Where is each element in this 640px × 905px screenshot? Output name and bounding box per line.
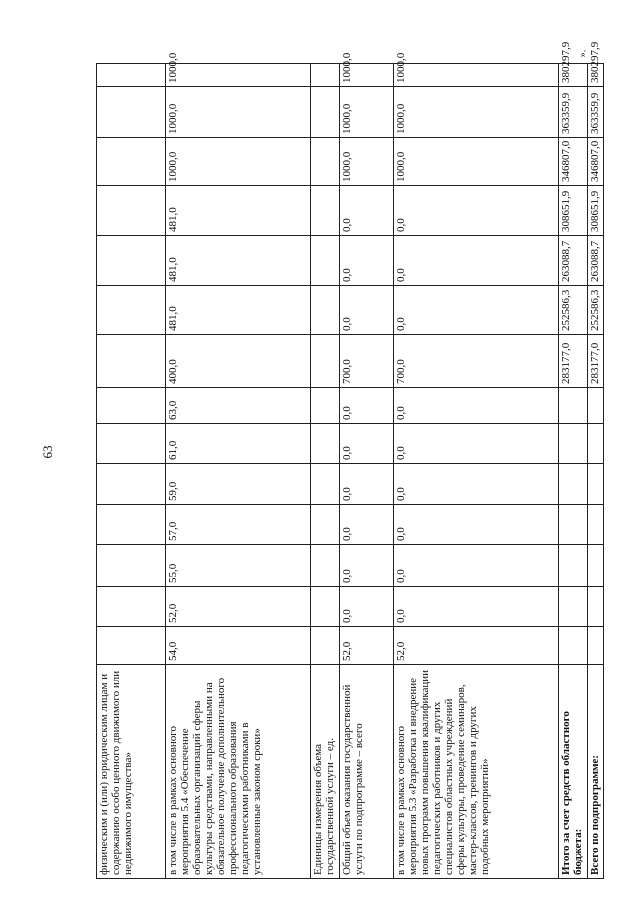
cell-value: 1000,0 xyxy=(340,87,394,138)
cell-value xyxy=(588,627,604,665)
cell-value xyxy=(311,464,340,505)
cell-value xyxy=(311,138,340,186)
cell-value: 0,0 xyxy=(340,545,394,587)
cell-value: 0,0 xyxy=(394,545,559,587)
cell-value: 0,0 xyxy=(394,464,559,505)
cell-value xyxy=(311,87,340,138)
cell-value: 55,0 xyxy=(166,545,311,587)
continuation-mark: ». xyxy=(577,49,589,58)
cell-value: 700,0 xyxy=(340,335,394,388)
table-row xyxy=(311,64,340,879)
cell-value: 52,0 xyxy=(340,627,394,665)
cell-value: 700,0 xyxy=(394,335,559,388)
cell-value: 380297,9 xyxy=(559,64,588,87)
page-number: 63 xyxy=(40,445,55,459)
cell-value xyxy=(559,388,588,424)
cell-value xyxy=(97,587,166,627)
cell-value: 363359,9 xyxy=(559,87,588,138)
cell-value xyxy=(559,424,588,464)
cell-value: 0,0 xyxy=(394,587,559,627)
table-row xyxy=(97,64,166,879)
cell-value xyxy=(311,545,340,587)
cell-value: 57,0 xyxy=(166,505,311,545)
cell-value xyxy=(588,587,604,627)
cell-value: 0,0 xyxy=(394,505,559,545)
cell-value xyxy=(97,505,166,545)
cell-value: 380297,9 xyxy=(588,64,604,87)
cell-value: 1000,0 xyxy=(166,87,311,138)
cell-value: 1000,0 xyxy=(394,87,559,138)
cell-value xyxy=(311,424,340,464)
rotated-table-region xyxy=(96,41,601,879)
row-label: в том числе в рамках основного мероприятия 5.4 «Обеспечение образовательных организаций сферы культуры средствами, направленными на обязательное получение дополнительного профессионального образования педагогическими работниками в установленные законом сроки» xyxy=(166,665,311,879)
cell-value xyxy=(588,464,604,505)
cell-value: 283177,0 xyxy=(559,335,588,388)
cell-value xyxy=(559,587,588,627)
cell-value: 363359,9 xyxy=(588,87,604,138)
cell-value xyxy=(559,545,588,587)
cell-value: 283177,0 xyxy=(588,335,604,388)
cell-value xyxy=(311,587,340,627)
cell-value xyxy=(559,627,588,665)
cell-value: 263088,7 xyxy=(588,236,604,286)
row-label: в том числе в рамках основного мероприятия 5.3 «Разработка и внедрение новых программ повышения квалификации педагогических работников и других специалистов областных учреждений сферы культуры, проведение семинаров, мастер-классов, тренингов и других подобных мероприятий» xyxy=(394,665,559,879)
cell-value xyxy=(588,424,604,464)
cell-value xyxy=(97,138,166,186)
cell-value xyxy=(97,627,166,665)
cell-value: 0,0 xyxy=(340,186,394,236)
table-row xyxy=(394,64,559,879)
cell-value xyxy=(97,424,166,464)
cell-value: 0,0 xyxy=(394,424,559,464)
cell-value: 0,0 xyxy=(340,286,394,335)
cell-value xyxy=(559,505,588,545)
table-row xyxy=(340,64,394,879)
cell-value xyxy=(311,236,340,286)
cell-value: 481,0 xyxy=(166,286,311,335)
row-label: Общий объем оказания государственной услуги по подпрограмме – всего xyxy=(340,665,394,879)
cell-value: 59,0 xyxy=(166,464,311,505)
cell-value: 346807,0 xyxy=(559,138,588,186)
cell-value xyxy=(311,388,340,424)
cell-value: 1000,0 xyxy=(166,138,311,186)
cell-value: 308651,9 xyxy=(588,186,604,236)
cell-value xyxy=(97,87,166,138)
cell-value xyxy=(97,464,166,505)
cell-value: 0,0 xyxy=(340,388,394,424)
cell-value xyxy=(559,464,588,505)
cell-value: 0,0 xyxy=(340,424,394,464)
budget-table xyxy=(96,41,604,879)
cell-value xyxy=(97,388,166,424)
row-label: Итого за счет средств областного бюджета: xyxy=(559,665,588,879)
table-row xyxy=(588,64,604,879)
cell-value xyxy=(97,545,166,587)
table-row xyxy=(166,64,311,879)
cell-value xyxy=(311,186,340,236)
cell-value: 481,0 xyxy=(166,236,311,286)
cell-value: 1000,0 xyxy=(340,138,394,186)
cell-value: 481,0 xyxy=(166,186,311,236)
cell-value: 52,0 xyxy=(166,587,311,627)
cell-value: 263088,7 xyxy=(559,236,588,286)
cell-value: 0,0 xyxy=(394,286,559,335)
cell-value: 0,0 xyxy=(340,505,394,545)
cell-value xyxy=(311,505,340,545)
cell-value: 52,0 xyxy=(394,627,559,665)
cell-value: 0,0 xyxy=(394,236,559,286)
cell-value: 400,0 xyxy=(166,335,311,388)
cell-value xyxy=(97,335,166,388)
cell-value xyxy=(588,505,604,545)
cell-value: 63,0 xyxy=(166,388,311,424)
table-row xyxy=(559,64,588,879)
cell-value xyxy=(588,388,604,424)
rotated-page-content xyxy=(96,41,601,879)
cell-value: 0,0 xyxy=(394,186,559,236)
cell-value xyxy=(97,236,166,286)
cell-value: 1000,0 xyxy=(394,64,559,87)
cell-value: 0,0 xyxy=(340,587,394,627)
cell-value: 252586,3 xyxy=(588,286,604,335)
cell-value xyxy=(588,545,604,587)
cell-value: 54,0 xyxy=(166,627,311,665)
cell-value: 308651,9 xyxy=(559,186,588,236)
cell-value xyxy=(311,64,340,87)
cell-value xyxy=(97,186,166,236)
cell-value: 252586,3 xyxy=(559,286,588,335)
row-label: Единицы измерения объема государственной услуги – ед. xyxy=(311,665,340,879)
cell-value: 1000,0 xyxy=(340,64,394,87)
cell-value: 346807,0 xyxy=(588,138,604,186)
row-label: Всего по подпрограмме: xyxy=(588,665,604,879)
cell-value: 0,0 xyxy=(340,464,394,505)
cell-value xyxy=(311,335,340,388)
cell-value xyxy=(311,286,340,335)
row-label: физическим и (или) юридическим лицам и содержанию особо ценного движимого или недвижимого имущества» xyxy=(97,665,166,879)
cell-value: 0,0 xyxy=(340,236,394,286)
cell-value: 1000,0 xyxy=(166,64,311,87)
cell-value: 1000,0 xyxy=(394,138,559,186)
cell-value: 0,0 xyxy=(394,388,559,424)
cell-value xyxy=(311,627,340,665)
cell-value xyxy=(97,64,166,87)
cell-value xyxy=(97,286,166,335)
cell-value: 61,0 xyxy=(166,424,311,464)
